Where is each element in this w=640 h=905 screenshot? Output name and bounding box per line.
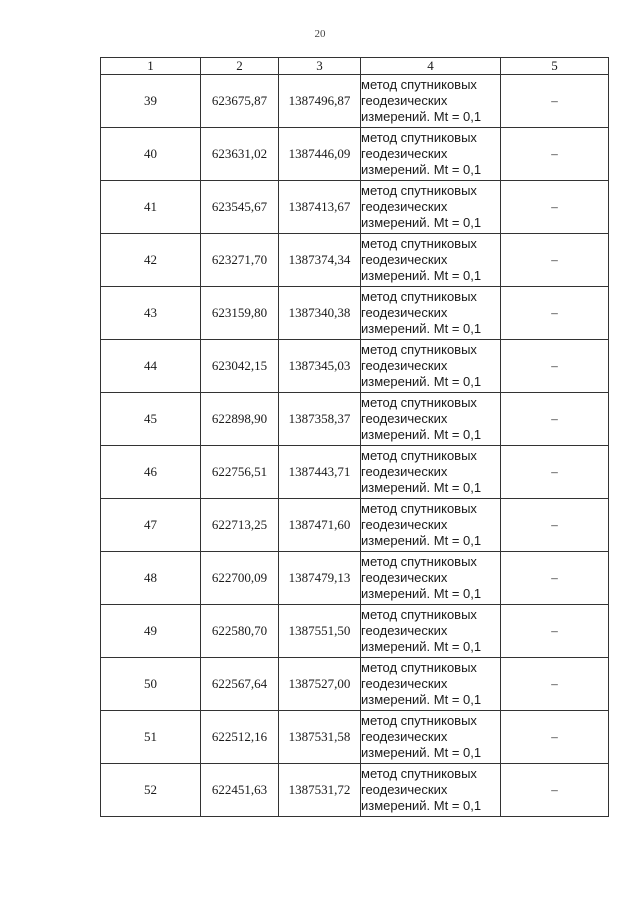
column-header: 5 xyxy=(501,58,609,75)
note-cell: – xyxy=(501,340,609,393)
table-row xyxy=(101,764,609,817)
point-number-cell: 49 xyxy=(101,605,201,658)
table-row xyxy=(101,711,609,764)
x-coordinate-cell: 622713,25 xyxy=(201,499,279,552)
table-row xyxy=(101,658,609,711)
method-cell xyxy=(361,340,501,393)
method-line: геодезических xyxy=(361,570,448,585)
method-line: измерений. Mt = 0,1 xyxy=(361,480,482,495)
table-row xyxy=(101,340,609,393)
note-cell: – xyxy=(501,764,609,817)
method-line: измерений. Mt = 0,1 xyxy=(361,639,482,654)
method-line: метод спутниковых xyxy=(361,130,477,145)
table-row xyxy=(101,499,609,552)
x-coordinate-cell: 623545,67 xyxy=(201,181,279,234)
y-coordinate-cell: 1387443,71 xyxy=(279,446,361,499)
method-line: метод спутниковых xyxy=(361,554,477,569)
method-line: измерений. Mt = 0,1 xyxy=(361,268,482,283)
note-cell: – xyxy=(501,552,609,605)
note-cell: – xyxy=(501,128,609,181)
x-coordinate-cell: 622700,09 xyxy=(201,552,279,605)
method-line: геодезических xyxy=(361,146,448,161)
method-line: измерений. Mt = 0,1 xyxy=(361,162,482,177)
x-coordinate-cell: 623271,70 xyxy=(201,234,279,287)
method-line: измерений. Mt = 0,1 xyxy=(361,798,482,813)
method-line: геодезических xyxy=(361,252,448,267)
method-line: метод спутниковых xyxy=(361,766,477,781)
table-body xyxy=(101,75,609,817)
method-line: измерений. Mt = 0,1 xyxy=(361,692,482,707)
method-cell xyxy=(361,764,501,817)
method-cell xyxy=(361,711,501,764)
column-header: 2 xyxy=(201,58,279,75)
method-line: метод спутниковых xyxy=(361,713,477,728)
y-coordinate-cell: 1387551,50 xyxy=(279,605,361,658)
method-line: геодезических xyxy=(361,199,448,214)
method-line: измерений. Mt = 0,1 xyxy=(361,321,482,336)
method-line: геодезических xyxy=(361,729,448,744)
x-coordinate-cell: 622451,63 xyxy=(201,764,279,817)
method-line: метод спутниковых xyxy=(361,448,477,463)
method-cell xyxy=(361,658,501,711)
y-coordinate-cell: 1387345,03 xyxy=(279,340,361,393)
method-cell xyxy=(361,446,501,499)
note-cell: – xyxy=(501,234,609,287)
point-number-cell: 44 xyxy=(101,340,201,393)
table-row xyxy=(101,128,609,181)
y-coordinate-cell: 1387531,58 xyxy=(279,711,361,764)
method-cell xyxy=(361,181,501,234)
table-row xyxy=(101,181,609,234)
method-cell xyxy=(361,128,501,181)
method-line: метод спутниковых xyxy=(361,289,477,304)
column-header: 3 xyxy=(279,58,361,75)
coordinates-table xyxy=(100,57,609,817)
column-header: 1 xyxy=(101,58,201,75)
method-line: метод спутниковых xyxy=(361,236,477,251)
column-header: 4 xyxy=(361,58,501,75)
method-line: метод спутниковых xyxy=(361,183,477,198)
y-coordinate-cell: 1387413,67 xyxy=(279,181,361,234)
method-line: метод спутниковых xyxy=(361,77,477,92)
method-line: метод спутниковых xyxy=(361,501,477,516)
method-cell xyxy=(361,499,501,552)
x-coordinate-cell: 623675,87 xyxy=(201,75,279,128)
method-line: измерений. Mt = 0,1 xyxy=(361,374,482,389)
table-row xyxy=(101,446,609,499)
method-line: измерений. Mt = 0,1 xyxy=(361,427,482,442)
method-line: геодезических xyxy=(361,358,448,373)
note-cell: – xyxy=(501,287,609,340)
note-cell: – xyxy=(501,605,609,658)
page-number: 20 xyxy=(314,28,326,40)
method-line: геодезических xyxy=(361,464,448,479)
point-number-cell: 45 xyxy=(101,393,201,446)
method-cell xyxy=(361,234,501,287)
method-line: измерений. Mt = 0,1 xyxy=(361,533,482,548)
point-number-cell: 51 xyxy=(101,711,201,764)
x-coordinate-cell: 623159,80 xyxy=(201,287,279,340)
x-coordinate-cell: 622898,90 xyxy=(201,393,279,446)
table-header-row xyxy=(101,58,609,75)
method-line: измерений. Mt = 0,1 xyxy=(361,109,482,124)
method-line: геодезических xyxy=(361,623,448,638)
table-row xyxy=(101,234,609,287)
method-line: метод спутниковых xyxy=(361,607,477,622)
y-coordinate-cell: 1387496,87 xyxy=(279,75,361,128)
y-coordinate-cell: 1387446,09 xyxy=(279,128,361,181)
point-number-cell: 52 xyxy=(101,764,201,817)
method-line: геодезических xyxy=(361,93,448,108)
method-cell xyxy=(361,552,501,605)
point-number-cell: 42 xyxy=(101,234,201,287)
note-cell: – xyxy=(501,393,609,446)
table-row xyxy=(101,393,609,446)
x-coordinate-cell: 622567,64 xyxy=(201,658,279,711)
method-line: геодезических xyxy=(361,305,448,320)
point-number-cell: 46 xyxy=(101,446,201,499)
note-cell: – xyxy=(501,446,609,499)
method-line: измерений. Mt = 0,1 xyxy=(361,586,482,601)
y-coordinate-cell: 1387374,34 xyxy=(279,234,361,287)
note-cell: – xyxy=(501,658,609,711)
x-coordinate-cell: 622512,16 xyxy=(201,711,279,764)
y-coordinate-cell: 1387358,37 xyxy=(279,393,361,446)
method-cell xyxy=(361,287,501,340)
y-coordinate-cell: 1387527,00 xyxy=(279,658,361,711)
method-line: измерений. Mt = 0,1 xyxy=(361,745,482,760)
x-coordinate-cell: 623631,02 xyxy=(201,128,279,181)
x-coordinate-cell: 622756,51 xyxy=(201,446,279,499)
note-cell: – xyxy=(501,711,609,764)
method-line: метод спутниковых xyxy=(361,342,477,357)
method-line: измерений. Mt = 0,1 xyxy=(361,215,482,230)
y-coordinate-cell: 1387479,13 xyxy=(279,552,361,605)
point-number-cell: 43 xyxy=(101,287,201,340)
note-cell: – xyxy=(501,499,609,552)
x-coordinate-cell: 623042,15 xyxy=(201,340,279,393)
note-cell: – xyxy=(501,75,609,128)
point-number-cell: 39 xyxy=(101,75,201,128)
point-number-cell: 47 xyxy=(101,499,201,552)
method-cell xyxy=(361,393,501,446)
table-row xyxy=(101,552,609,605)
point-number-cell: 40 xyxy=(101,128,201,181)
point-number-cell: 50 xyxy=(101,658,201,711)
method-cell xyxy=(361,605,501,658)
note-cell: – xyxy=(501,181,609,234)
table-row xyxy=(101,75,609,128)
y-coordinate-cell: 1387340,38 xyxy=(279,287,361,340)
y-coordinate-cell: 1387471,60 xyxy=(279,499,361,552)
table-row xyxy=(101,287,609,340)
x-coordinate-cell: 622580,70 xyxy=(201,605,279,658)
method-cell xyxy=(361,75,501,128)
method-line: геодезических xyxy=(361,411,448,426)
point-number-cell: 41 xyxy=(101,181,201,234)
method-line: геодезических xyxy=(361,676,448,691)
y-coordinate-cell: 1387531,72 xyxy=(279,764,361,817)
table-row xyxy=(101,605,609,658)
method-line: метод спутниковых xyxy=(361,395,477,410)
point-number-cell: 48 xyxy=(101,552,201,605)
method-line: метод спутниковых xyxy=(361,660,477,675)
method-line: геодезических xyxy=(361,782,448,797)
method-line: геодезических xyxy=(361,517,448,532)
